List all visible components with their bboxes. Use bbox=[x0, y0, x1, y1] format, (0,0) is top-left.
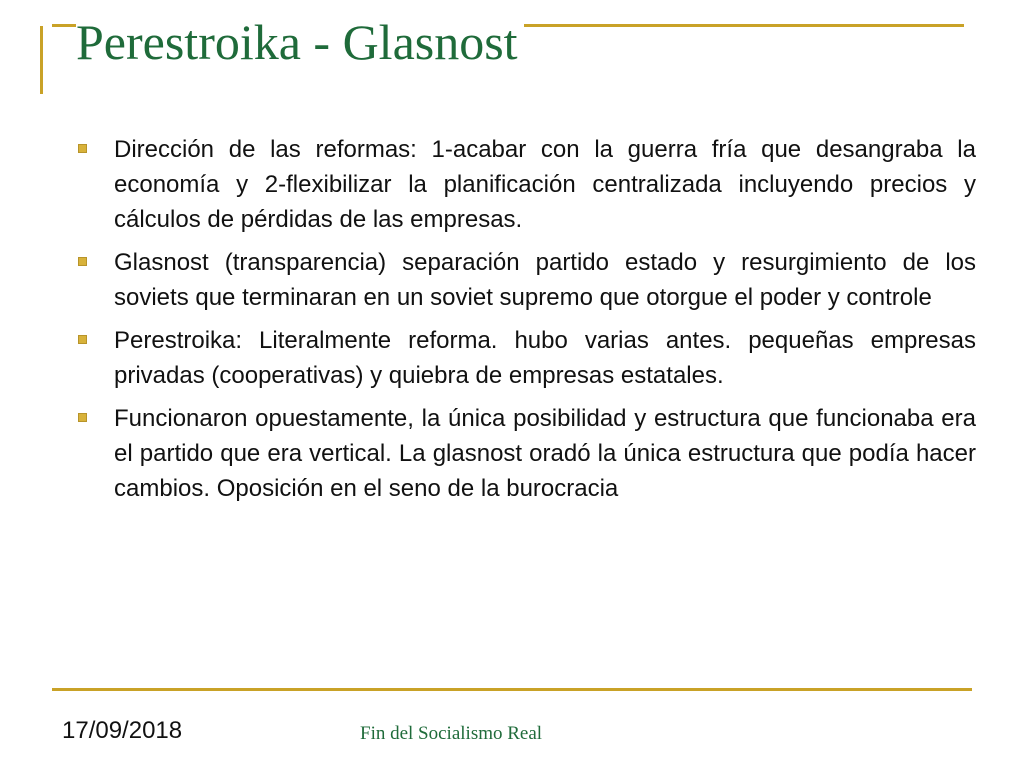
title-frame-vertical-line bbox=[40, 26, 43, 94]
footer-date: 17/09/2018 bbox=[62, 717, 183, 744]
footer-presentation-title: Fin del Socialismo Real bbox=[360, 723, 543, 744]
square-bullet-icon bbox=[78, 413, 87, 422]
bullet-text: Glasnost (transparencia) separación partido estado y resurgimiento de los soviets que terminaran en un soviet supremo que otorgue el poder y controle bbox=[114, 249, 976, 311]
bullet-text: Dirección de las reformas: 1-acabar con la guerra fría que desangraba la economía y 2-flexibilizar la planificación centralizada incluyendo precios y cálculos de pérdidas de las empresas. bbox=[114, 136, 976, 233]
slide-title: Perestroika - Glasnost bbox=[76, 12, 524, 72]
bullet-text: Funcionaron opuestamente, la única posibilidad y estructura que funcionaba era el partido que era vertical. La glasnost oradó la única estructura que podía hacer cambios. Oposición en el seno de la burocracia bbox=[114, 405, 976, 502]
square-bullet-icon bbox=[78, 335, 87, 344]
bullet-item-reformas bbox=[72, 132, 976, 237]
bullet-item-funcionaron bbox=[72, 401, 976, 506]
square-bullet-icon bbox=[78, 257, 87, 266]
bullet-item-glasnost bbox=[72, 245, 976, 315]
footer-divider bbox=[52, 688, 972, 691]
bullet-item-perestroika bbox=[72, 323, 976, 393]
square-bullet-icon bbox=[78, 144, 87, 153]
bullet-text: Perestroika: Literalmente reforma. hubo varias antes. pequeñas empresas privadas (cooperativas) y quiebra de empresas estatales. bbox=[114, 327, 976, 389]
bullet-list bbox=[72, 132, 976, 514]
